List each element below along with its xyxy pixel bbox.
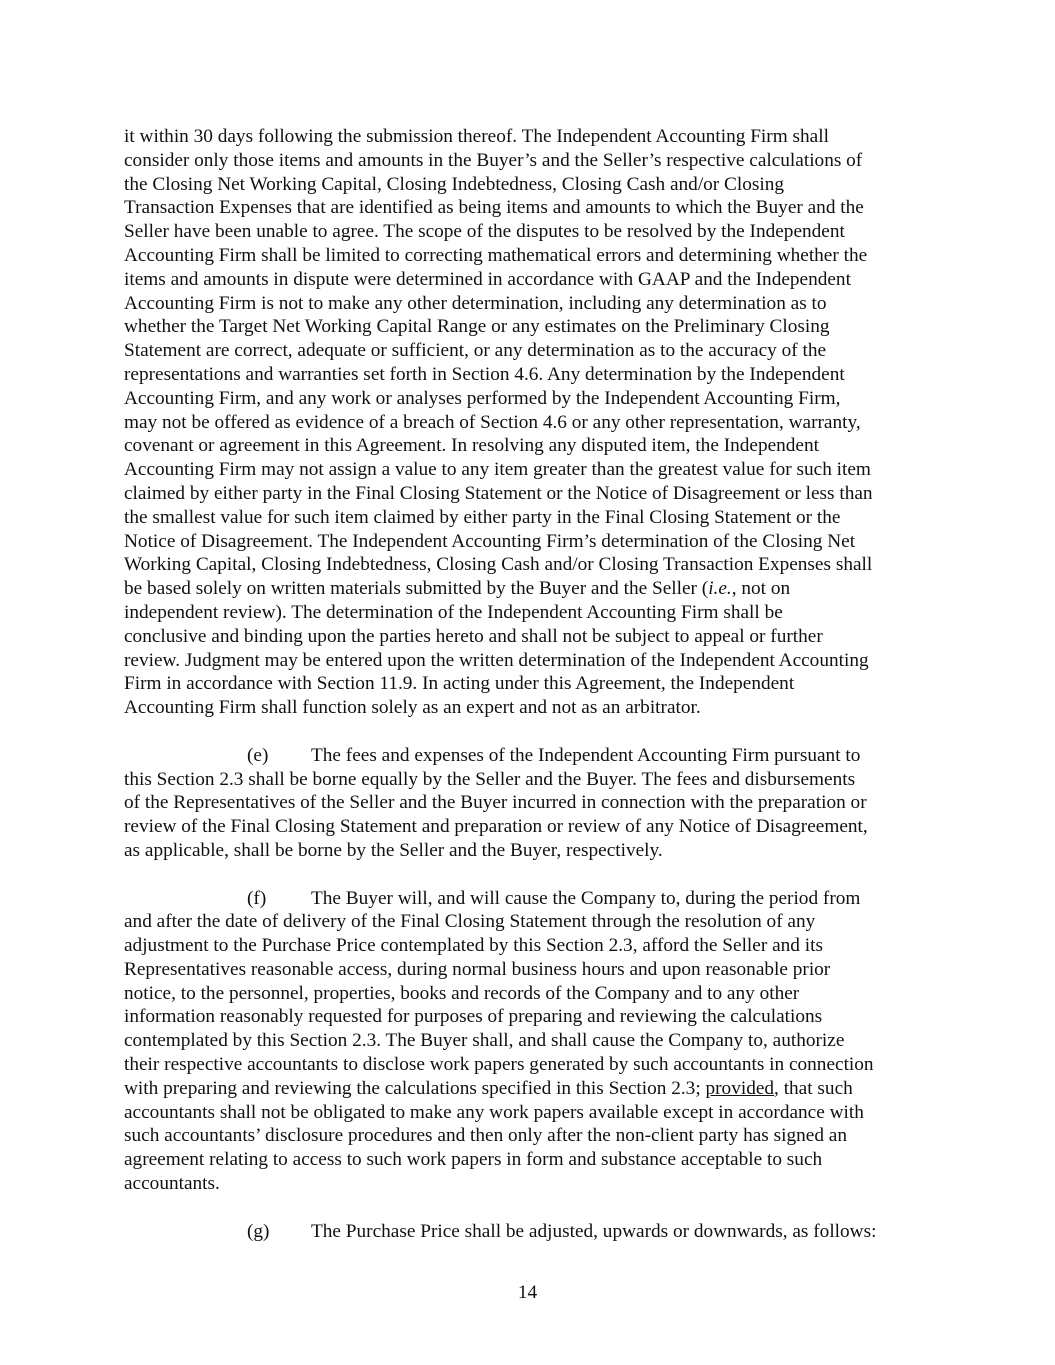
text-line: items and amounts in dispute were determined in accordance with GAAP and the Independent xyxy=(124,268,851,290)
text-line: Statement are correct, adequate or sufficient, or any determination as to the accuracy of the xyxy=(124,340,827,362)
document-page xyxy=(124,125,930,1243)
text-line: Representatives reasonable access, during normal business hours and upon reasonable prior xyxy=(124,958,831,980)
text-line: their respective accountants to disclose work papers generated by such accountants in connection xyxy=(124,1054,874,1076)
text-line: the Closing Net Working Capital, Closing Indebtedness, Closing Cash and/or Closing xyxy=(124,173,785,195)
paragraph-g xyxy=(124,1220,930,1244)
text-line: representations and warranties set forth in Section 4.6. Any determination by the Independent xyxy=(124,363,845,385)
page-number: 14 xyxy=(517,1282,538,1303)
text-line: notice, to the personnel, properties, books and records of the Company and to any other xyxy=(124,982,800,1004)
italic-ie: i.e. xyxy=(708,578,732,600)
text-line: Transaction Expenses that are identified as being items and amounts to which the Buyer and the xyxy=(124,197,864,219)
paragraph-marker: (e) xyxy=(247,744,269,766)
text-line: Accounting Firm, and any work or analyses performed by the Independent Accounting Firm, xyxy=(124,387,841,409)
text-line: Accounting Firm shall function solely as an expert and not as an arbitrator. xyxy=(124,697,701,719)
paragraph-gap xyxy=(124,863,930,887)
text-segment: The fees and expenses of the Independent Accounting Firm pursuant to xyxy=(311,744,861,766)
text-line: information reasonably requested for purposes of preparing and reviewing the calculations xyxy=(124,1006,823,1028)
text-line: this Section 2.3 shall be borne equally by the Seller and the Buyer. The fees and disbursements xyxy=(124,768,856,790)
text-line-with-underline xyxy=(124,1077,930,1101)
text-line: Accounting Firm shall be limited to correcting mathematical errors and determining whether the xyxy=(124,244,868,266)
text-line: accountants. xyxy=(124,1173,220,1195)
text-line: covenant or agreement in this Agreement. In resolving any disputed item, the Independent xyxy=(124,435,819,457)
paragraph-first-line xyxy=(124,744,930,768)
text-line: it within 30 days following the submission thereof. The Independent Accounting Firm shall xyxy=(124,126,829,147)
text-line: consider only those items and amounts in the Buyer’s and the Seller’s respective calculations of xyxy=(124,149,863,171)
text-segment: , not on xyxy=(731,578,791,600)
text-line: claimed by either party in the Final Closing Statement or the Notice of Disagreement or less than xyxy=(124,482,873,504)
text-line: such accountants’ disclosure procedures and then only after the non-client party has signed an xyxy=(124,1125,847,1147)
text-line: Notice of Disagreement. The Independent Accounting Firm’s determination of the Closing Net xyxy=(124,530,856,552)
text-segment: The Buyer will, and will cause the Company to, during the period from xyxy=(311,887,861,909)
text-line: Working Capital, Closing Indebtedness, Closing Cash and/or Closing Transaction Expenses shall xyxy=(124,554,873,576)
paragraph-gap xyxy=(124,1196,930,1220)
text-segment: be based solely on written materials submitted by the Buyer and the Seller ( xyxy=(124,578,709,600)
text-line: review of the Final Closing Statement and preparation or review of any Notice of Disagreement, xyxy=(124,816,868,838)
paragraph-f xyxy=(124,887,930,1196)
text-line-with-italic xyxy=(124,577,930,601)
text-line: the smallest value for such item claimed by either party in the Final Closing Statement or the xyxy=(124,506,841,528)
text-line: Accounting Firm is not to make any other determination, including any determination as to xyxy=(124,292,827,314)
text-line: contemplated by this Section 2.3. The Buyer shall, and shall cause the Company to, authorize xyxy=(124,1030,845,1052)
text-line: adjustment to the Purchase Price contemplated by this Section 2.3, afford the Seller and its xyxy=(124,935,823,957)
paragraph-first-line xyxy=(124,1220,930,1244)
text-segment: The Purchase Price shall be adjusted, upwards or downwards, as follows: xyxy=(311,1220,877,1242)
text-line: agreement relating to access to such work papers in form and substance acceptable to such xyxy=(124,1149,823,1171)
text-line: of the Representatives of the Seller and the Buyer incurred in connection with the preparation or xyxy=(124,792,867,814)
underlined-provided: provided xyxy=(705,1077,775,1099)
paragraph-d-continued xyxy=(124,125,930,720)
text-line: whether the Target Net Working Capital Range or any estimates on the Preliminary Closing xyxy=(124,316,830,338)
text-line: may not be offered as evidence of a breach of Section 4.6 or any other representation, warranty, xyxy=(124,411,861,433)
text-line: Seller have been unable to agree. The scope of the disputes to be resolved by the Independent xyxy=(124,221,845,243)
text-segment: , that such xyxy=(774,1077,853,1099)
paragraph-marker: (f) xyxy=(247,887,267,909)
text-line: accountants shall not be obligated to make any work papers available except in accordance with xyxy=(124,1101,864,1123)
text-line: Firm in accordance with Section 11.9. In acting under this Agreement, the Independent xyxy=(124,673,795,695)
paragraph-first-line xyxy=(124,887,930,911)
text-line: and after the date of delivery of the Final Closing Statement through the resolution of any xyxy=(124,911,816,933)
text-line: independent review). The determination of the Independent Accounting Firm shall be xyxy=(124,601,783,623)
text-line: Accounting Firm may not assign a value to any item greater than the greatest value for such item xyxy=(124,459,871,481)
text-segment: with preparing and reviewing the calculations specified in this Section 2.3; xyxy=(124,1077,706,1099)
paragraph-marker: (g) xyxy=(247,1220,270,1242)
text-line: as applicable, shall be borne by the Seller and the Buyer, respectively. xyxy=(124,839,663,861)
text-line: review. Judgment may be entered upon the written determination of the Independent Accounting xyxy=(124,649,869,671)
text-line: conclusive and binding upon the parties hereto and shall not be subject to appeal or further xyxy=(124,625,823,647)
paragraph-gap xyxy=(124,720,930,744)
paragraph-e xyxy=(124,744,930,863)
